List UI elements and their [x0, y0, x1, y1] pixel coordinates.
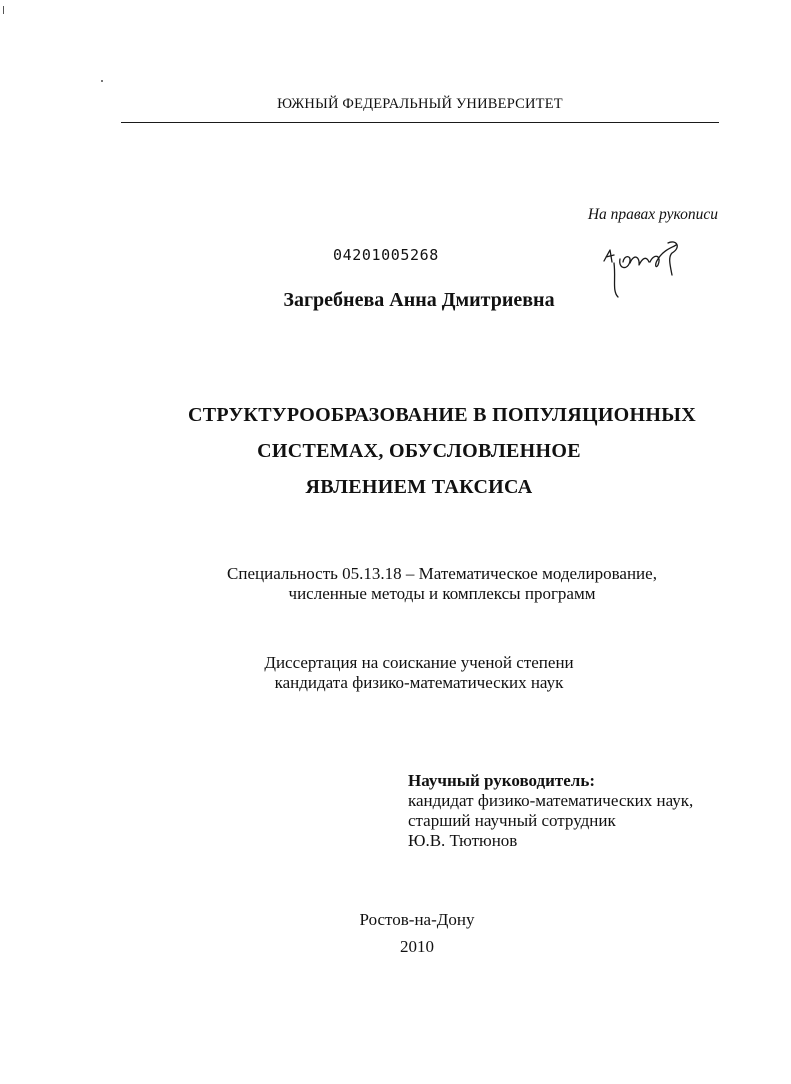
- university-name: ЮЖНЫЙ ФЕДЕРАЛЬНЫЙ УНИВЕРСИТЕТ: [277, 96, 563, 112]
- header-divider: [121, 122, 719, 123]
- author-name: Загребнева Анна Дмитриевна: [283, 289, 555, 311]
- specialty-line: численные методы и комплексы программ: [288, 584, 596, 603]
- scan-speck: [101, 80, 103, 82]
- library-record-number: 04201005268: [333, 246, 439, 264]
- thesis-title-line: СИСТЕМАХ, ОБУСЛОВЛЕННОЕ: [257, 440, 581, 462]
- advisor-line: старший научный сотрудник: [408, 811, 616, 830]
- thesis-title-line: СТРУКТУРООБРАЗОВАНИЕ В ПОПУЛЯЦИОННЫХ: [188, 404, 696, 426]
- city: Ростов-на-Дону: [359, 910, 475, 929]
- advisor-name: Ю.В. Тютюнов: [408, 831, 518, 850]
- thesis-title-line: ЯВЛЕНИЕМ ТАКСИСА: [305, 476, 533, 498]
- advisor-heading: Научный руководитель:: [408, 771, 595, 790]
- scan-mark: [3, 6, 4, 14]
- year: 2010: [400, 937, 434, 956]
- advisor-line: кандидат физико-математических наук,: [408, 791, 694, 810]
- specialty-line: Специальность 05.13.18 – Математическое моделирование,: [227, 564, 657, 583]
- degree-line: Диссертация на соискание ученой степени: [264, 653, 574, 672]
- degree-line: кандидата физико-математических наук: [274, 673, 564, 692]
- manuscript-rights-note: На правах рукописи: [587, 206, 718, 223]
